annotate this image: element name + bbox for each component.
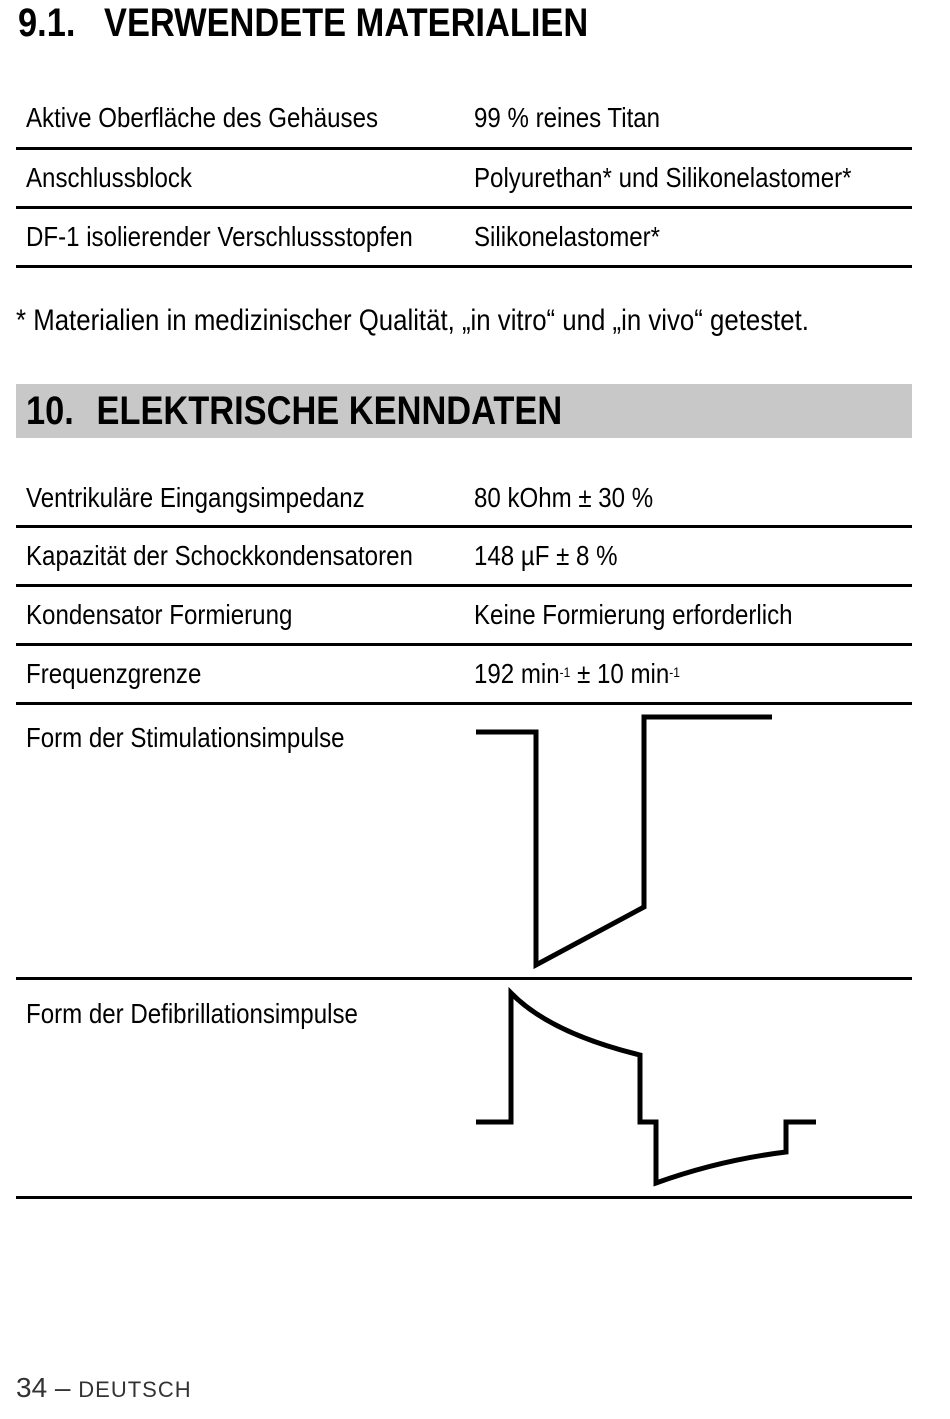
stimulation-pulse-waveform xyxy=(470,710,780,972)
row-label: Anschlussblock xyxy=(26,162,192,193)
stimulation-pulse-line xyxy=(476,717,772,965)
section-title: ELEKTRISCHE KENNDATEN xyxy=(96,389,563,433)
defibrillation-pulse-line xyxy=(476,993,816,1183)
row-label: Ventrikuläre Eingangsimpedanz xyxy=(26,482,365,513)
table-row xyxy=(16,90,912,150)
row-label: Kapazität der Schockkondensatoren xyxy=(26,540,413,571)
materials-table xyxy=(16,90,912,268)
section-number: 10. xyxy=(26,389,74,433)
section-heading-9-1 xyxy=(18,0,681,46)
row-label: Form der Stimulationsimpulse xyxy=(26,722,345,753)
row-value: Keine Formierung erforderlich xyxy=(474,599,793,630)
row-label: DF-1 isolierender Verschlussstopfen xyxy=(26,221,413,252)
footer-language: DEUTSCH xyxy=(78,1377,192,1402)
page-footer xyxy=(16,1368,192,1410)
frequency-tolerance: ± 10 min xyxy=(570,658,670,689)
defibrillation-pulse-waveform xyxy=(470,985,820,1190)
row-label: Frequenzgrenze xyxy=(26,658,202,689)
table-row xyxy=(16,470,912,528)
row-label: Kondensator Formierung xyxy=(26,599,293,630)
page-number: 34 xyxy=(16,1372,48,1403)
row-value: Polyurethan* und Silikonelastomer* xyxy=(474,162,852,193)
row-value: 148 µF ± 8 % xyxy=(474,540,618,571)
row-value: Silikonelastomer* xyxy=(474,221,661,252)
section-heading-10 xyxy=(16,384,912,438)
materials-footnote xyxy=(16,296,938,346)
frequency-exponent: -1 xyxy=(559,664,571,680)
row-label: Aktive Oberfläche des Gehäuses xyxy=(26,102,379,133)
table-row xyxy=(16,528,912,587)
table-row xyxy=(16,646,912,705)
footer-separator: – xyxy=(47,1372,79,1403)
row-value: 99 % reines Titan xyxy=(474,102,661,133)
row-value: 80 kOhm ± 30 % xyxy=(474,482,654,513)
footnote-text: * Materialien in medizinischer Qualität, „in vitro“ und „in vivo“ getestet. xyxy=(16,304,809,337)
table-row xyxy=(16,150,912,209)
row-value xyxy=(474,646,680,702)
frequency-value: 192 min xyxy=(474,658,560,689)
section-number: 9.1. xyxy=(18,1,76,45)
table-row xyxy=(16,209,912,268)
frequency-exponent: -1 xyxy=(669,664,680,680)
table-row xyxy=(16,587,912,646)
section-title: VERWENDETE MATERIALIEN xyxy=(104,1,589,45)
row-label: Form der Defibrillationsimpulse xyxy=(26,998,358,1029)
